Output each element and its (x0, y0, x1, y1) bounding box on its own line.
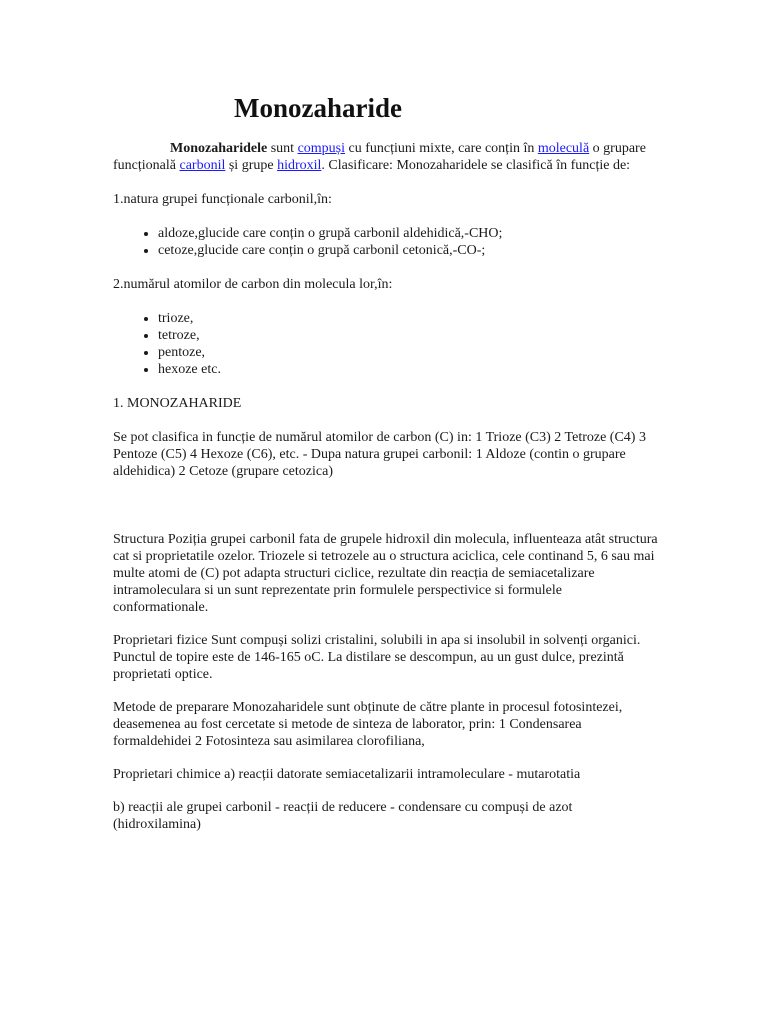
classification-paragraph: Se pot clasifica in funcție de numărul atomilor de carbon (C) in: 1 Trioze (C3) 2 Tetroze (C4) 3 Pentoze (C5) 4 Hexoze (C6), etc. - Dupa natura grupei carbonil: 1 Aldoze (contin o grupare aldehidica) 2 Cetoze (grupare cetozica) (113, 430, 646, 479)
intro-bold-term: Monozaharidele (170, 141, 268, 156)
carbonyl-type-list (113, 225, 658, 259)
section2-heading: 2.numărul atomilor de carbon din molecula lor,în: (113, 277, 393, 292)
link-carbonil[interactable]: carbonil (179, 158, 226, 173)
link-hidroxil[interactable]: hidroxil (277, 158, 322, 173)
link-molecula[interactable]: moleculă (537, 141, 590, 156)
page-title: Monozaharide (234, 93, 402, 123)
list-item: • cetoze,glucide care conțin o grupă carbonil cetonică,-CO-; (158, 242, 658, 259)
carbon-count-list (113, 310, 658, 378)
structure-paragraph: Structura Poziția grupei carbonil fata de grupele hidroxil din molecula, influenteaza atât structura cat si proprietatile ozelor. Triozele si tetrozele au o structura aciclica, cele continand 5, 6 sau mai multe atomi de (C) pot adapta structuri ciclice, rezultate din reacția de semiacetalizare intramoleculara si un sunt reprezentate prin formulele perspectivice si formulele conformationale. (113, 532, 658, 615)
chemical-properties-b: b) reacții ale grupei carbonil - reacții de reducere - condensare cu compuși de azot (hidroxilamina) (113, 800, 573, 832)
intro-text: cu funcțiuni mixte, care conțin în (345, 141, 538, 156)
document-page (113, 88, 658, 833)
preparation-methods-paragraph: Metode de preparare Monozaharidele sunt obținute de către plante in procesul fotosintezei, deasemenea au fost cercetate si metode de sinteza de laborator, prin: 1 Condensarea formaldehidei 2 Fotosinteza sau asimilarea clorofiliana, (113, 700, 623, 749)
link-compusi[interactable]: compuși (297, 141, 346, 156)
intro-text: o grupare funcțională (113, 141, 646, 173)
list-item: • tetroze, (158, 327, 658, 344)
section3-heading: 1. MONOZAHARIDE (113, 396, 242, 411)
intro-text: și grupe (225, 158, 278, 173)
intro-paragraph (113, 140, 658, 174)
intro-text: sunt (267, 141, 298, 156)
physical-properties-paragraph: Proprietari fizice Sunt compuși solizi cristalini, solubili in apa si insolubil in solvenți organici. Punctul de topire este de 146-165 oC. La distilare se descompun, au un gust dulce, prezintă proprietati optice. (113, 633, 641, 682)
intro-text: . Clasificare: Monozaharidele se clasifică în funcție de: (321, 158, 631, 173)
list-item: • pentoze, (158, 344, 658, 361)
chemical-properties-a: Proprietari chimice a) reacții datorate semiacetalizarii intramoleculare - mutarotatia (113, 767, 581, 782)
list-item: • aldoze,glucide care conțin o grupă carbonil aldehidică,-CHO; (158, 225, 658, 242)
list-item: • trioze, (158, 310, 658, 327)
list-item: • hexoze etc. (158, 361, 658, 378)
section1-heading: 1.natura grupei funcționale carbonil,în: (113, 192, 332, 207)
